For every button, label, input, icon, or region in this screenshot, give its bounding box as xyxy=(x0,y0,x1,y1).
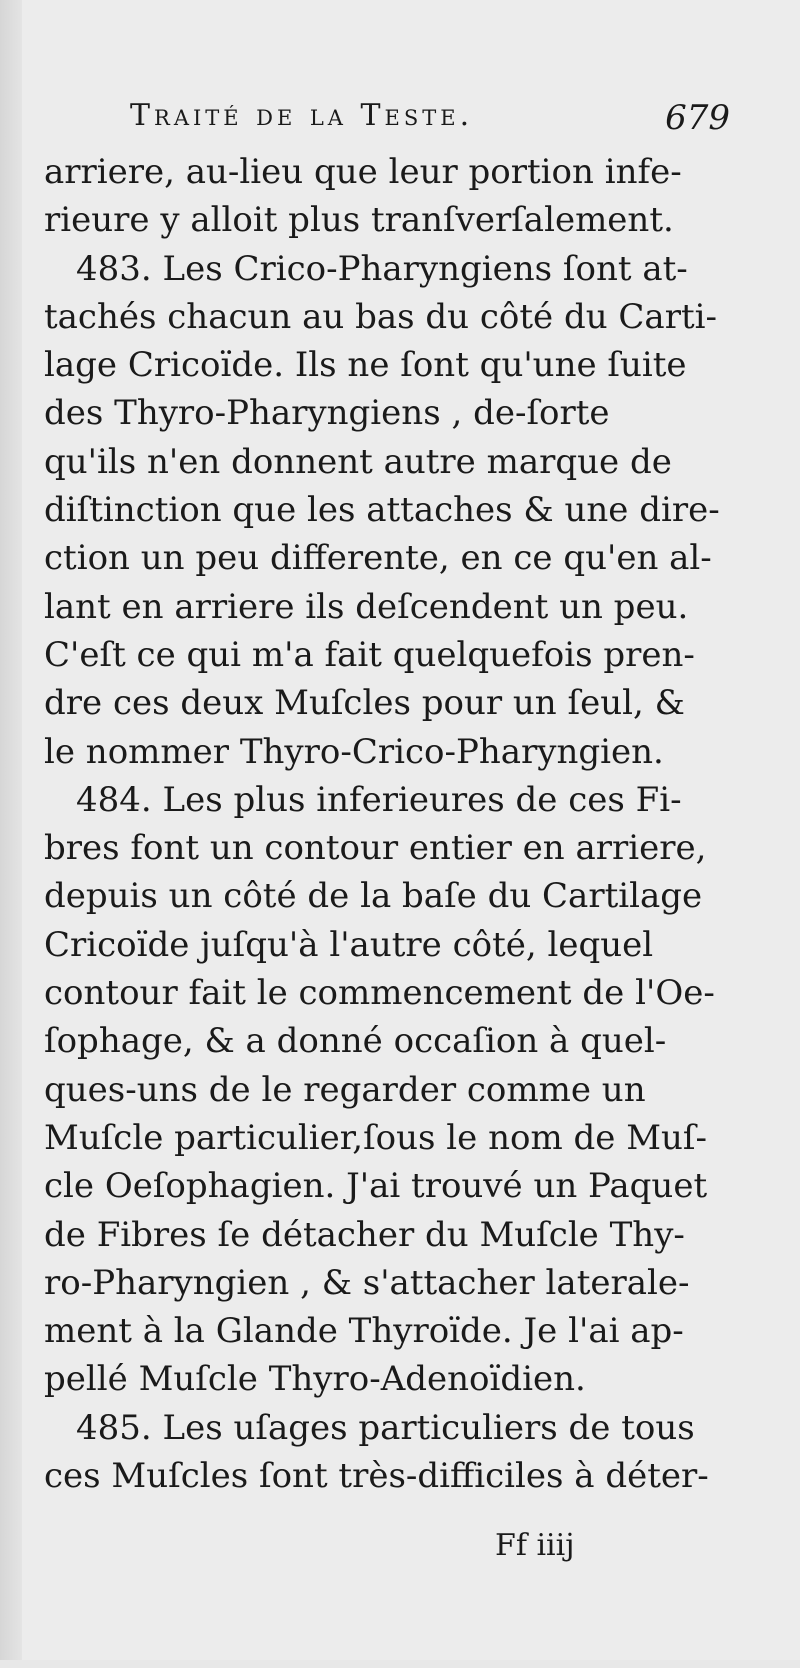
text-line: 483. Les Crico-Pharyngiens ſont at- xyxy=(76,248,688,289)
text-line: pellé Muſcle Thyro-Adenoïdien. xyxy=(44,1359,586,1400)
text-line: bres font un contour entier en arriere, xyxy=(44,828,707,869)
text-line: le nommer Thyro-Crico-Pharyngien. xyxy=(44,731,664,772)
text-line: Muſcle particulier,ſous le nom de Muſ- xyxy=(44,1117,707,1158)
text-line: diſtinction que les attaches & une dire- xyxy=(44,490,720,531)
text-line: ment à la Glande Thyroïde. Je l'ai ap- xyxy=(44,1311,684,1352)
text-line: Cricoïde juſqu'à l'autre côté, lequel xyxy=(44,924,654,965)
text-line: contour fait le commencement de l'Oe- xyxy=(44,973,715,1014)
text-line: de Fibres ſe détacher du Muſcle Thy- xyxy=(44,1214,685,1255)
page-number: 679 xyxy=(665,98,730,138)
text-line: ſophage, & a donné occaſion à quel- xyxy=(44,1021,667,1062)
body-text xyxy=(44,148,744,1500)
text-line: ction un peu differente, en ce qu'en al- xyxy=(44,538,712,579)
text-line: arriere, au-lieu que leur portion infe- xyxy=(44,152,682,192)
text-line: depuis un côté de la baſe du Cartilage xyxy=(44,876,703,917)
text-line: cle Oeſophagien. J'ai trouvé un Paquet xyxy=(44,1166,708,1207)
text-line: 484. Les plus inferieures de ces Fi- xyxy=(76,779,682,820)
running-title: Traité de la Teste. xyxy=(130,98,474,133)
text-line: rieure y alloit plus tranſverſalement. xyxy=(44,200,674,241)
text-line: tachés chacun au bas du côté du Carti- xyxy=(44,296,717,337)
page-bottom-edge xyxy=(0,1660,800,1668)
text-line: 485. Les uſages particuliers de tous xyxy=(76,1407,695,1448)
text-line: ro-Pharyngien , & s'attacher laterale- xyxy=(44,1262,690,1303)
page-gutter xyxy=(0,0,22,1668)
text-line: lage Cricoïde. Ils ne ſont qu'une ſuite xyxy=(44,345,687,386)
text-line: des Thyro-Pharyngiens , de-ſorte xyxy=(44,393,610,434)
text-line: C'eſt ce qui m'a fait quelquefois pren- xyxy=(44,634,695,675)
text-line: ques-uns de le regarder comme un xyxy=(44,1069,646,1110)
text-line: lant en arriere ils deſcendent un peu. xyxy=(44,586,689,627)
running-head xyxy=(130,98,730,148)
text-line: dre ces deux Muſcles pour un ſeul, & xyxy=(44,683,685,724)
text-line: ces Muſcles ſont très-difficiles à déter- xyxy=(44,1456,709,1497)
text-line: qu'ils n'en donnent autre marque de xyxy=(44,441,672,482)
signature-mark: Ff iiij xyxy=(495,1528,575,1563)
